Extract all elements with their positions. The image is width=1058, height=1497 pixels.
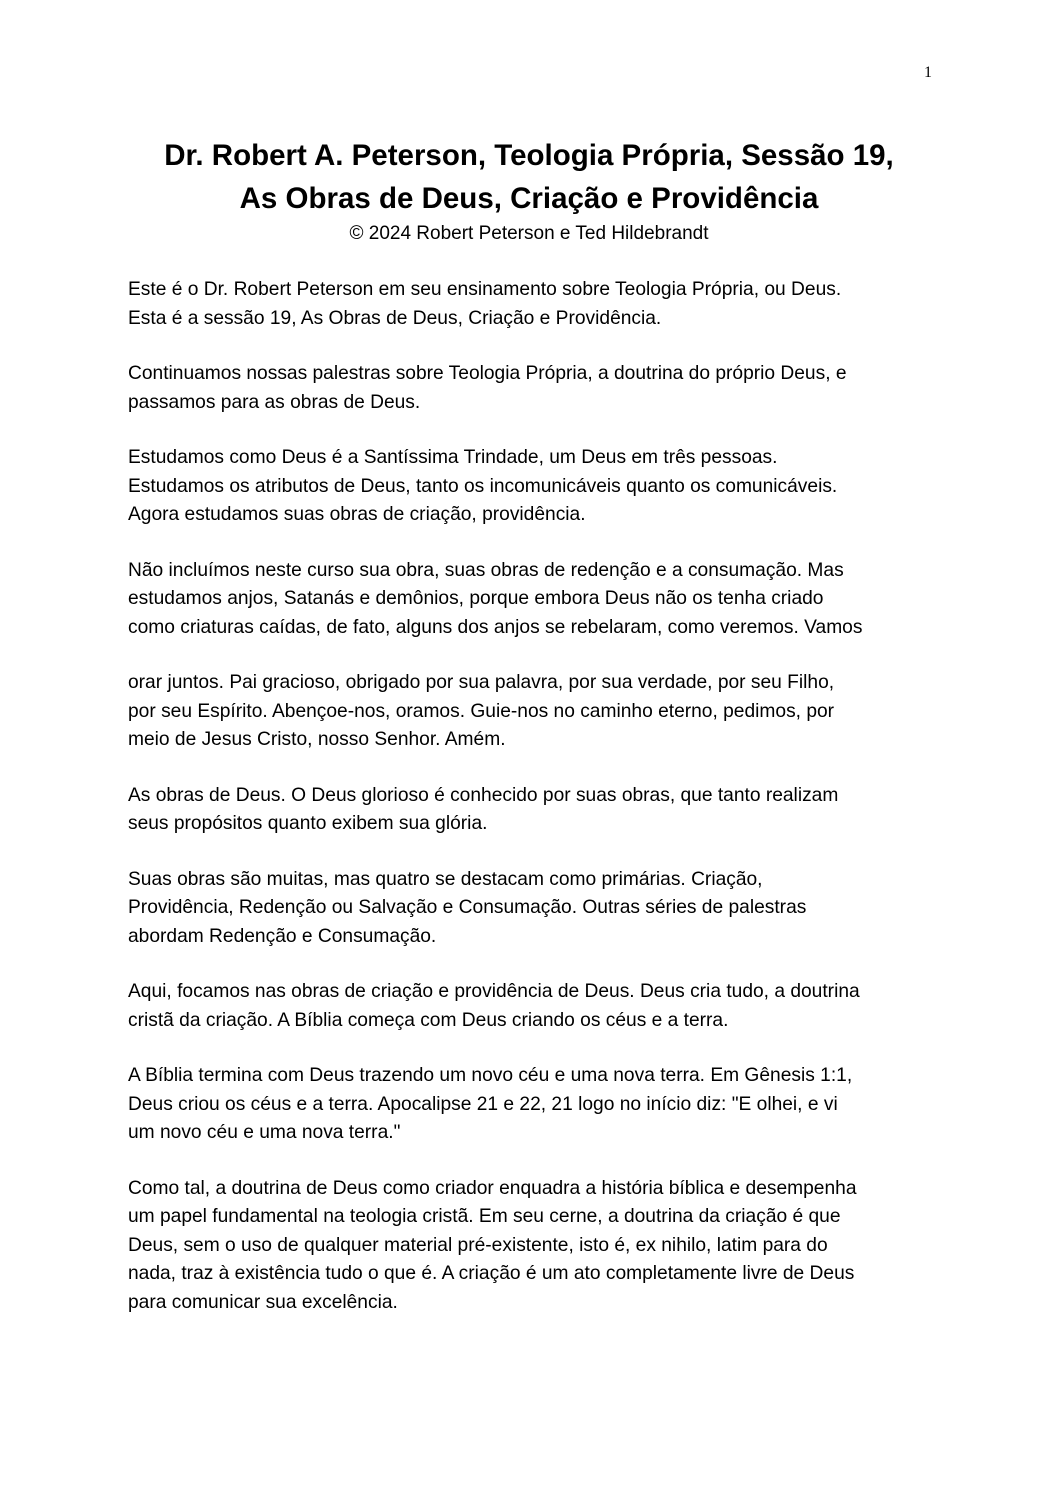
text-line: As obras de Deus. O Deus glorioso é conhecido por suas obras, que tanto realizam <box>128 784 839 806</box>
document-title-line-2: As Obras de Deus, Criação e Providência <box>239 182 819 215</box>
text-line: orar juntos. Pai gracioso, obrigado por sua palavra, por sua verdade, por seu Filho, <box>128 672 835 693</box>
text-line: por seu Espírito. Abençoe-nos, oramos. Guie-nos no caminho eterno, pedimos, por <box>128 700 835 722</box>
text-line: Deus criou os céus e a terra. Apocalipse 21 e 22, 21 logo no início diz: "E olhei, e vi <box>128 1093 838 1115</box>
text-line: um novo céu e uma nova terra." <box>128 1122 401 1143</box>
text-line: um papel fundamental na teologia cristã. Em seu cerne, a doutrina da criação é que <box>128 1206 841 1227</box>
text-line: Estudamos os atributos de Deus, tanto os incomunicáveis quanto os comunicáveis. <box>128 475 838 497</box>
text-line: nada, traz à existência tudo o que é. A criação é um ato completamente livre de Deus <box>128 1263 855 1284</box>
paragraph <box>128 1062 938 1148</box>
text-line: Continuamos nossas palestras sobre Teologia Própria, a doutrina do próprio Deus, e <box>128 363 847 384</box>
text-line: Esta é a sessão 19, As Obras de Deus, Criação e Providência. <box>128 307 662 329</box>
document-body <box>128 276 938 1344</box>
text-line: Como tal, a doutrina de Deus como criador enquadra a história bíblica e desempenha <box>128 1177 857 1199</box>
text-line: Não incluímos neste curso sua obra, suas obras de redenção e a consumação. Mas <box>128 559 844 581</box>
text-line: A Bíblia termina com Deus trazendo um novo céu e uma nova terra. Em Gênesis 1:1, <box>128 1065 853 1086</box>
paragraph <box>128 444 938 530</box>
paragraph <box>128 978 938 1035</box>
paragraph <box>128 360 938 417</box>
paragraph <box>128 276 938 333</box>
text-line: Este é o Dr. Robert Peterson em seu ensinamento sobre Teologia Própria, ou Deus. <box>128 279 842 300</box>
text-line: Deus, sem o uso de qualquer material pré-existente, isto é, ex nihilo, latim para do <box>128 1234 828 1256</box>
paragraph <box>128 557 938 643</box>
text-line: abordam Redenção e Consumação. <box>128 925 437 947</box>
text-line: meio de Jesus Cristo, nosso Senhor. Amém. <box>128 729 506 750</box>
text-line: para comunicar sua excelência. <box>128 1291 398 1313</box>
document-title-line-1: Dr. Robert A. Peterson, Teologia Própria, Sessão 19, <box>164 139 894 172</box>
paragraph <box>128 669 938 755</box>
copyright-notice: © 2024 Robert Peterson e Ted Hildebrandt <box>349 223 709 244</box>
page-number: 1 <box>924 64 932 81</box>
text-line: seus propósitos quanto exibem sua glória. <box>128 813 488 834</box>
document-header <box>60 134 998 246</box>
text-line: como criaturas caídas, de fato, alguns dos anjos se rebelaram, como veremos. Vamos <box>128 616 863 638</box>
text-line: passamos para as obras de Deus. <box>128 391 421 413</box>
text-line: Aqui, focamos nas obras de criação e providência de Deus. Deus cria tudo, a doutrina <box>128 981 860 1002</box>
paragraph <box>128 1175 938 1318</box>
text-line: Suas obras são muitas, mas quatro se destacam como primárias. Criação, <box>128 868 763 890</box>
paragraph <box>128 866 938 952</box>
text-line: estudamos anjos, Satanás e demônios, porque embora Deus não os tenha criado <box>128 588 824 609</box>
text-line: Estudamos como Deus é a Santíssima Trindade, um Deus em três pessoas. <box>128 447 778 468</box>
text-line: cristã da criação. A Bíblia começa com Deus criando os céus e a terra. <box>128 1009 729 1031</box>
paragraph <box>128 782 938 839</box>
text-line: Agora estudamos suas obras de criação, providência. <box>128 504 586 525</box>
text-line: Providência, Redenção ou Salvação e Consumação. Outras séries de palestras <box>128 897 807 918</box>
